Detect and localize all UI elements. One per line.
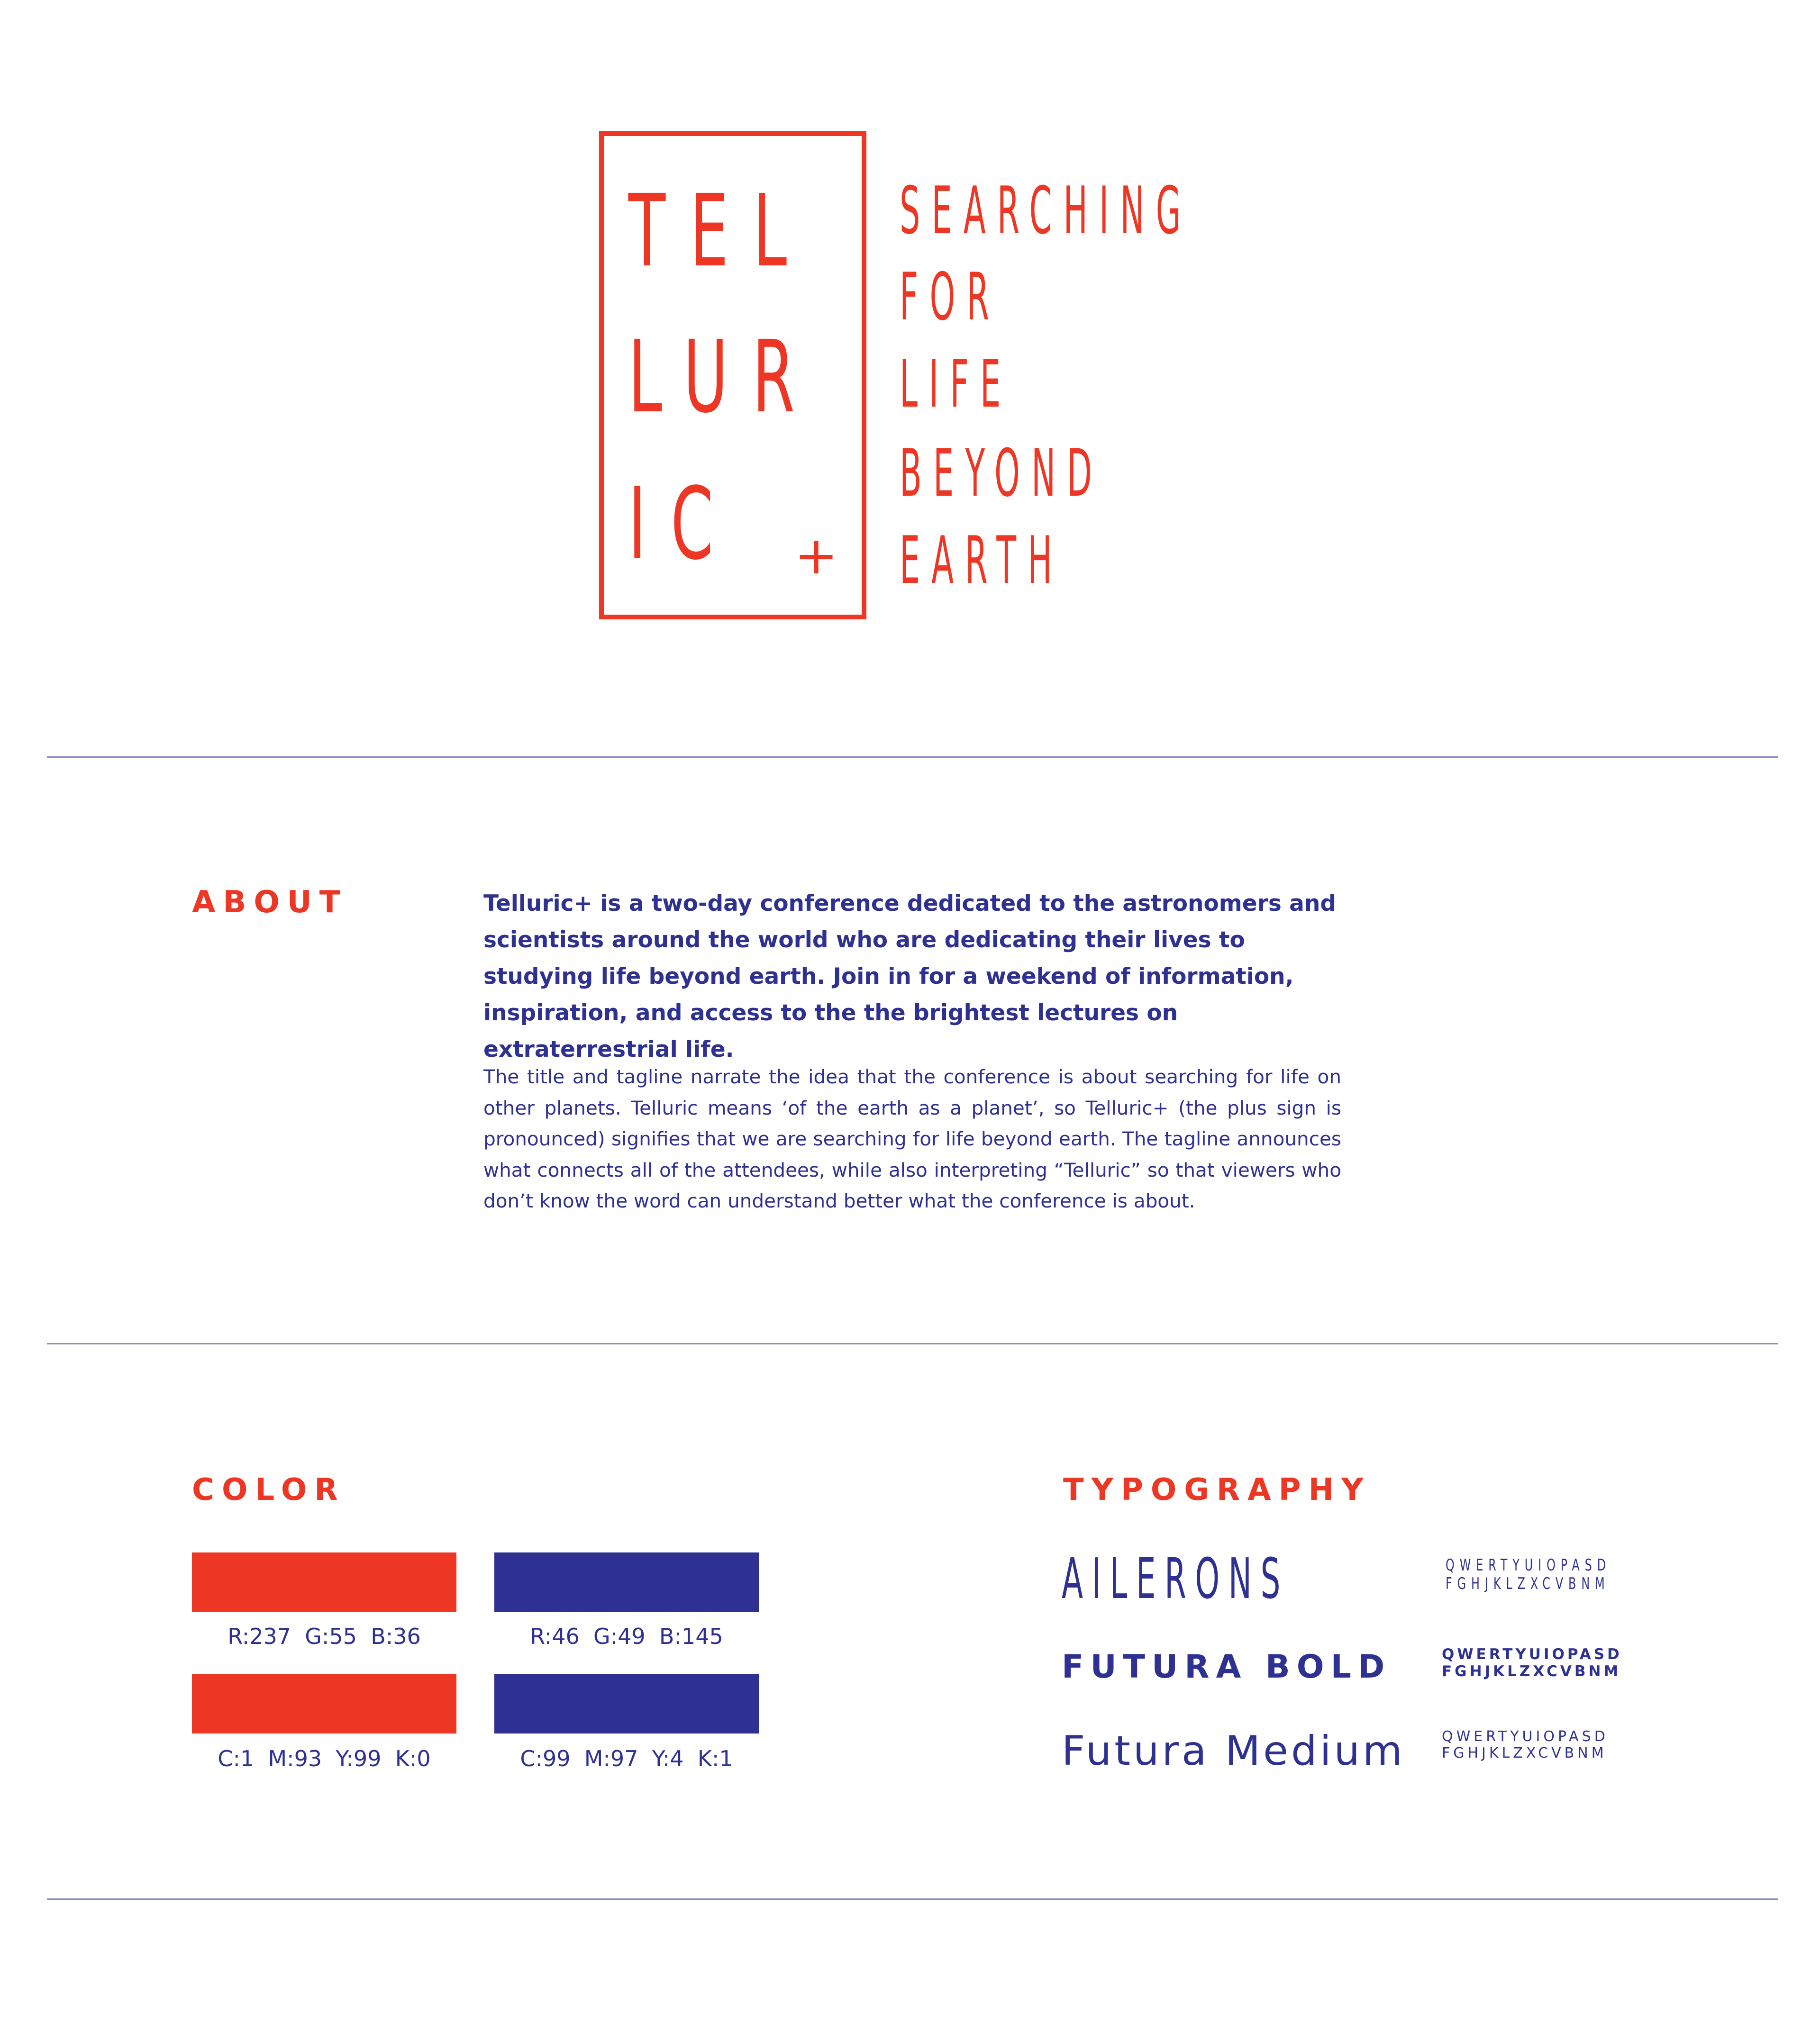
logo-frame: [599, 131, 866, 619]
sample-line: FGHJKLZXCVBNM: [1446, 1574, 1610, 1594]
sample-line: QWERTYUIOPASD: [1446, 1556, 1611, 1575]
logo-line-3: IC: [628, 466, 738, 582]
about-lead-paragraph: Telluric+ is a two-day conference dedicated to the astronomers and scientists around the world who are dedicating their lives to studying life beyond earth. Join in for a weekend of information, inspiration, and access to the the brightest lectures on extraterrestrial life.: [483, 890, 1336, 1062]
typeface-name-futura-bold: FUTURA BOLD: [1062, 1648, 1392, 1686]
tagline-line-2: FOR: [900, 259, 1001, 335]
color-swatch-label: R:237 G:55 B:36: [228, 1624, 421, 1649]
color-swatch-label: C:99 M:97 Y:4 K:1: [520, 1746, 733, 1771]
about-body-paragraph: The title and tagline narrate the idea that the conference is about searching for life on other planets. Telluric means ‘of the earth as a planet’, so Telluric+ (the plus sign is pronounced) signifies that we are searching for life beyond earth. The tagline announces what connects all of the attendees, while also interpreting “Telluric” so that viewers who don’t know the word can understand better what the conference is about.: [483, 1065, 1341, 1212]
color-swatch-label: C:1 M:93 Y:99 K:0: [218, 1746, 431, 1771]
sample-line: QWERTYUIOPASD: [1442, 1646, 1622, 1663]
color-swatch-label: R:46 G:49 B:145: [530, 1624, 723, 1649]
typography-heading: TYPOGRAPHY: [1063, 1472, 1371, 1507]
typeface-name-futura-medium: Futura Medium: [1062, 1727, 1405, 1775]
tagline-line-4: BEYOND: [900, 435, 1104, 511]
divider-rule: [47, 756, 1778, 758]
color-swatch-blue-cmyk: [494, 1674, 759, 1734]
divider-rule: [47, 1898, 1778, 1900]
typeface-sample-futura-medium: [1442, 1729, 1609, 1761]
logo-line-1: TEL: [628, 173, 811, 289]
logo-plus-sign: +: [794, 525, 838, 586]
color-swatch-red-cmyk: [192, 1674, 456, 1734]
sample-line: QWERTYUIOPASD: [1442, 1728, 1609, 1745]
tagline-line-1: SEARCHING: [900, 172, 1192, 249]
typeface-sample-futura-bold: [1442, 1646, 1622, 1680]
color-heading: COLOR: [192, 1472, 346, 1507]
color-swatch-red-rgb: [192, 1552, 456, 1612]
logo-line-2: LUR: [628, 319, 819, 435]
tagline-line-3: LIFE: [900, 346, 1012, 422]
sample-line: FGHJKLZXCVBNM: [1442, 1744, 1607, 1761]
typeface-sample-ailerons: [1446, 1556, 1611, 1593]
typeface-name-ailerons: AILERONS: [1062, 1546, 1289, 1611]
tagline-line-5: EARTH: [900, 522, 1064, 599]
sample-line: FGHJKLZXCVBNM: [1442, 1662, 1621, 1680]
divider-rule: [47, 1343, 1778, 1344]
about-heading: ABOUT: [192, 885, 348, 920]
color-swatch-blue-rgb: [494, 1552, 759, 1612]
